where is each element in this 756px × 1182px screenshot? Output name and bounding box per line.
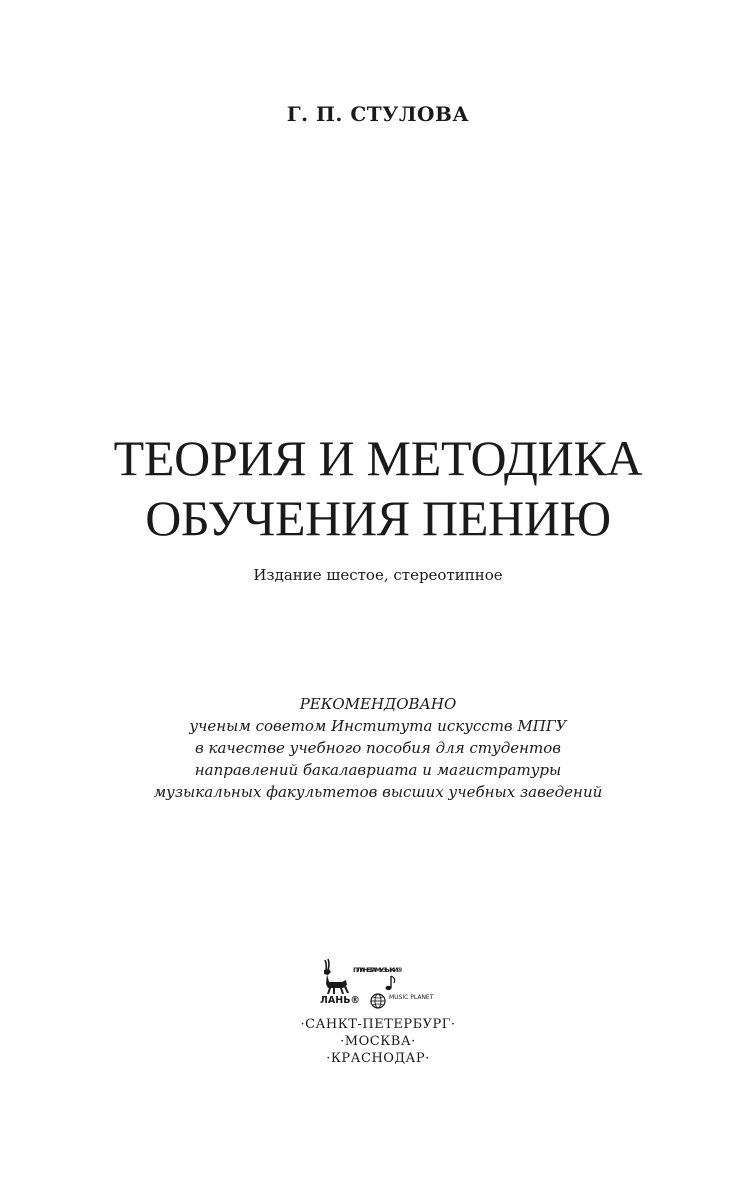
- lan-antelope-icon: [324, 959, 349, 994]
- recommendation-line: направлений бакалавриата и магистратуры: [194, 761, 562, 779]
- book-title: [0, 428, 756, 548]
- recommendation-line: ученым советом Института искусств МПГУ: [189, 717, 567, 735]
- city-krasnodar: ·КРАСНОДАР·: [326, 1051, 430, 1066]
- publisher-cities: [0, 1016, 756, 1067]
- publisher-logo-graphic: [316, 958, 436, 1016]
- recommendation-block: [0, 693, 756, 803]
- planet-logo-text: ПЛАНЕТА МУЗЫКИ®: [353, 966, 403, 974]
- music-note-icon: [386, 976, 395, 990]
- book-title-line-2: ОБУЧЕНИЯ ПЕНИЮ: [145, 490, 611, 546]
- city-saint-petersburg: ·САНКТ-ПЕТЕРБУРГ·: [300, 1017, 456, 1032]
- book-title-line-1: ТЕОРИЯ И МЕТОДИКА: [113, 430, 643, 486]
- edition-note: Издание шестое, стереотипное: [253, 566, 503, 584]
- recommendation-line: в качестве учебного пособия для студентов: [195, 739, 561, 757]
- music-planet-text: MUSIC PLANET: [389, 994, 434, 1001]
- recommendation-line: музыкальных факультетов высших учебных заведений: [153, 783, 603, 801]
- globe-icon: [371, 994, 385, 1008]
- author-name: Г. П. СТУЛОВА: [286, 102, 470, 126]
- publisher-logos: [316, 958, 436, 1016]
- lan-logo-text: ЛАНЬ®: [320, 995, 360, 1006]
- recommendation-heading: РЕКОМЕНДОВАНО: [299, 695, 457, 713]
- city-moscow: ·МОСКВА·: [340, 1034, 416, 1049]
